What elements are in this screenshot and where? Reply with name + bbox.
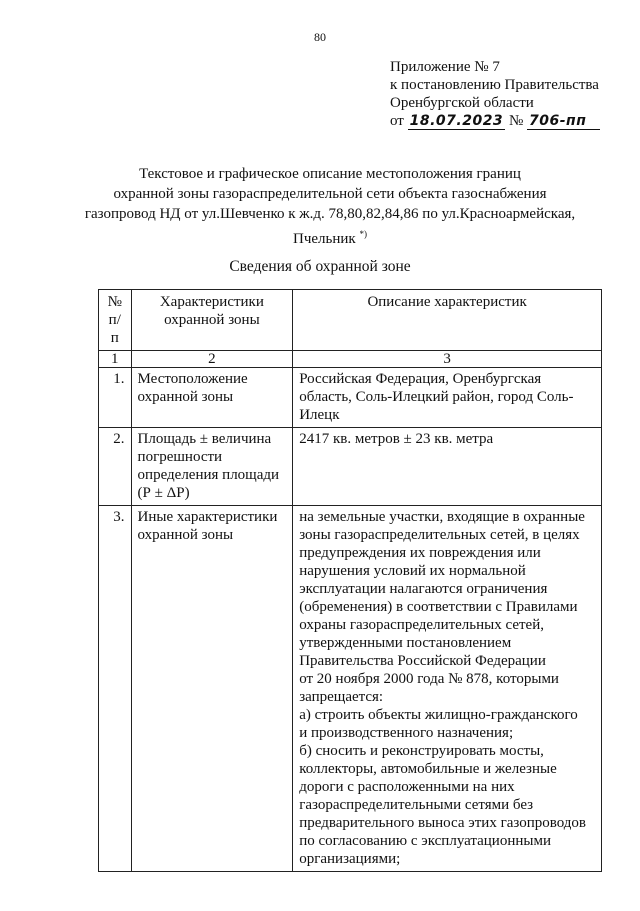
cell-line: (обременения) в соответствии с Правилами bbox=[299, 599, 578, 615]
column-index: 2 bbox=[131, 351, 293, 368]
cell-line: Илецк bbox=[299, 407, 340, 423]
cell-line: утвержденными постановлением bbox=[299, 635, 512, 651]
heading-line: газопровод НД от ул.Шевченко к ж.д. 78,80,82,84,86 по ул.Красноармейская, bbox=[84, 206, 576, 222]
row-description bbox=[293, 506, 602, 872]
column-index: 1 bbox=[99, 351, 132, 368]
footnote-mark: *) bbox=[359, 229, 367, 239]
header-text: № bbox=[107, 294, 122, 310]
cell-line: газораспределительными сетями без bbox=[299, 797, 534, 813]
header-text: п/п bbox=[108, 312, 121, 346]
cell-line: область, Соль-Илецкий район, город Соль- bbox=[299, 389, 574, 405]
cell-line: дороги с расположенными на них bbox=[299, 779, 515, 795]
header-characteristic bbox=[131, 290, 293, 351]
protection-zone-table bbox=[98, 289, 602, 872]
cell-line: Площадь ± величина bbox=[137, 431, 272, 447]
number-sign: № bbox=[508, 113, 524, 129]
heading-line-last bbox=[60, 224, 600, 249]
appendix-line-2: к постановлению Правительства bbox=[390, 77, 599, 93]
cell-line: по согласованию с эксплуатационными bbox=[299, 833, 551, 849]
header-text: Характеристики bbox=[159, 294, 264, 310]
cell-line: от 20 ноября 2000 года № 878, которыми bbox=[299, 671, 559, 687]
cell-line: 2417 кв. метров ± 23 кв. метра bbox=[299, 431, 494, 447]
decree-date: 18.07.2023 bbox=[409, 113, 504, 129]
cell-line: предупреждения их повреждения или bbox=[299, 545, 541, 561]
cell-line: и производственного назначения; bbox=[299, 725, 514, 741]
cell-line: охранной зоны bbox=[137, 527, 234, 543]
table-row bbox=[99, 368, 602, 428]
row-number: 1. bbox=[99, 368, 132, 428]
cell-line: предварительного выноса этих газопроводов bbox=[299, 815, 587, 831]
appendix-date-line bbox=[390, 112, 600, 130]
cell-line: определения площади bbox=[137, 467, 280, 483]
appendix-line-3: Оренбургской области bbox=[390, 95, 534, 111]
page-number: 80 bbox=[314, 30, 326, 44]
row-number: 2. bbox=[99, 428, 132, 506]
row-characteristic bbox=[131, 368, 293, 428]
appendix-title: Приложение № 7 bbox=[390, 59, 500, 75]
row-description bbox=[293, 428, 602, 506]
heading-line: охранной зоны газораспределительной сети объекта газоснабжения bbox=[113, 186, 547, 202]
cell-line: Правительства Российской Федерации bbox=[299, 653, 546, 669]
header-text: охранной зоны bbox=[164, 312, 260, 328]
table-row bbox=[99, 506, 602, 872]
decree-number: 706-пп bbox=[527, 114, 600, 130]
cell-line: на земельные участки, входящие в охранные bbox=[299, 509, 585, 525]
date-prefix: от bbox=[390, 113, 404, 129]
cell-line: б) сносить и реконструировать мосты, bbox=[299, 743, 544, 759]
heading-line: Текстовое и графическое описание местоположения границ bbox=[139, 166, 521, 182]
cell-line: коллекторы, автомобильные и железные bbox=[299, 761, 557, 777]
row-number: 3. bbox=[99, 506, 132, 872]
cell-line: запрещается: bbox=[299, 689, 384, 705]
cell-line: зоны газораспределительных сетей, в целях bbox=[299, 527, 580, 543]
header-description bbox=[293, 290, 602, 351]
row-characteristic bbox=[131, 428, 293, 506]
cell-line: Российская Федерация, Оренбургская bbox=[299, 371, 542, 387]
cell-line: организациями; bbox=[299, 851, 401, 867]
table-header-row bbox=[99, 290, 602, 351]
row-description bbox=[293, 368, 602, 428]
cell-line: погрешности bbox=[137, 449, 223, 465]
header-text: Описание характеристик bbox=[367, 294, 527, 310]
table-row bbox=[99, 428, 602, 506]
cell-line: Иные характеристики bbox=[137, 509, 278, 525]
cell-line: Местоположение bbox=[137, 371, 248, 387]
cell-line: нарушения условий их нормальной bbox=[299, 563, 526, 579]
document-heading bbox=[60, 164, 600, 249]
cell-line: охранной зоны bbox=[137, 389, 234, 405]
column-index-row bbox=[99, 351, 602, 368]
header-number bbox=[99, 290, 132, 351]
cell-line: (Р ± ΔР) bbox=[137, 485, 190, 501]
cell-line: охраны газораспределительных сетей, bbox=[299, 617, 544, 633]
row-characteristic bbox=[131, 506, 293, 872]
column-index: 3 bbox=[293, 351, 602, 368]
section-subheading: Сведения об охранной зоне bbox=[229, 258, 411, 275]
cell-line: а) строить объекты жилищно-гражданского bbox=[299, 707, 578, 723]
cell-line: эксплуатации налагаются ограничения bbox=[299, 581, 548, 597]
appendix-block bbox=[390, 58, 600, 130]
heading-line: Пчельник bbox=[293, 231, 356, 247]
